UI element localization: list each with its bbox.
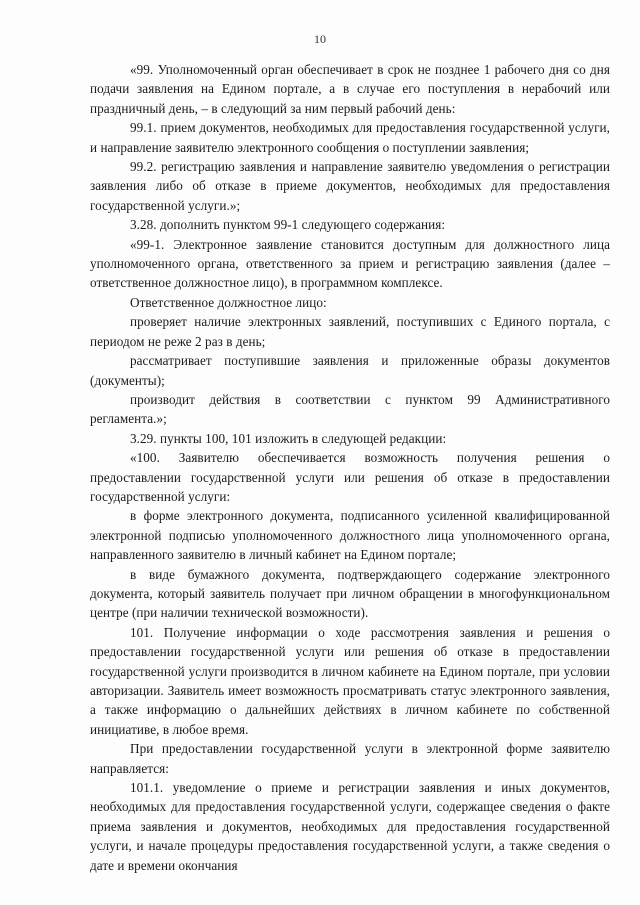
- paragraph-101-1: 101.1. уведомление о приеме и регистрации заявления и иных документов, необходимых для предоставления государственной услуги, содержащее сведения о факте приема заявления и документов, необходимых для предоставления государственной услуги, и начале процедуры предоставления государственной услуги, а также сведения о дате и времени окончания: [90, 780, 610, 873]
- page-number: 10: [314, 32, 326, 46]
- paragraph-responsible-official: Ответственное должностное лицо:: [130, 294, 327, 310]
- paragraph-100: «100. Заявителю обеспечивается возможность получения решения о предоставлении государственной услуги или решения об отказе в предоставлении государственной услуги:: [90, 450, 610, 504]
- paragraph-99: «99. Уполномоченный орган обеспечивает в срок не позднее 1 рабочего дня со дня подачи заявления на Едином портале, а в случае его поступления в нерабочий или праздничный день, – в следующий за ним первый рабочий день:: [90, 62, 610, 116]
- paragraph-electronic-form: При предоставлении государственной услуги в электронной форме заявителю направляется:: [90, 741, 610, 776]
- paragraph-performs-actions: производит действия в соответствии с пунктом 99 Административного регламента.»;: [90, 391, 610, 427]
- paragraph-3-28: 3.28. дополнить пунктом 99-1 следующего содержания:: [130, 217, 446, 233]
- paragraph-electronic-document: в форме электронного документа, подписанного усиленной квалифицированной электронной подписью уполномоченного должностного лица уполномоченного органа, направленного заявителю в личный кабинет на Едином портале;: [90, 508, 610, 563]
- paragraph-99-2: 99.2. регистрацию заявления и направление заявителю уведомления о регистрации заявления либо об отказе в приеме документов, необходимых для предоставления государственной услуги.»;: [90, 159, 610, 213]
- paragraph-paper-document: в виде бумажного документа, подтверждающего содержание электронного документа, который заявитель получает при личном обращении в многофункциональном центре (при наличии технической возможности).: [90, 566, 610, 621]
- paragraph-reviews-applications: рассматривает поступившие заявления и приложенные образы документов (документы);: [90, 353, 610, 388]
- paragraph-101: 101. Получение информации о ходе рассмотрения заявления и решения о предоставлении государственной услуги или решения об отказе в предоставлении государственной услуги производится в личном кабинете на Едином портале, при условии авторизации. Заявитель имеет возможность просматривать статус электронного заявления, а также информацию о дальнейших действиях в личном кабинете по собственной инициативе, в любое время.: [90, 624, 610, 737]
- paragraph-checks-applications: проверяет наличие электронных заявлений, поступивших с Единого портала, с периодом не реже 2 раз в день;: [90, 314, 610, 349]
- paragraph-99-dash-1: «99-1. Электронное заявление становится доступным для должностного лица уполномоченного органа, ответственного за прием и регистрацию заявления (далее – ответственное должностное лицо), в программном комплексе.: [90, 236, 610, 291]
- document-body: [90, 60, 610, 875]
- paragraph-99-1: 99.1. прием документов, необходимых для предоставления государственной услуги, и направление заявителю электронного сообщения о поступлении заявления;: [90, 120, 610, 155]
- paragraph-3-29: 3.29. пункты 100, 101 изложить в следующей редакции:: [130, 430, 447, 446]
